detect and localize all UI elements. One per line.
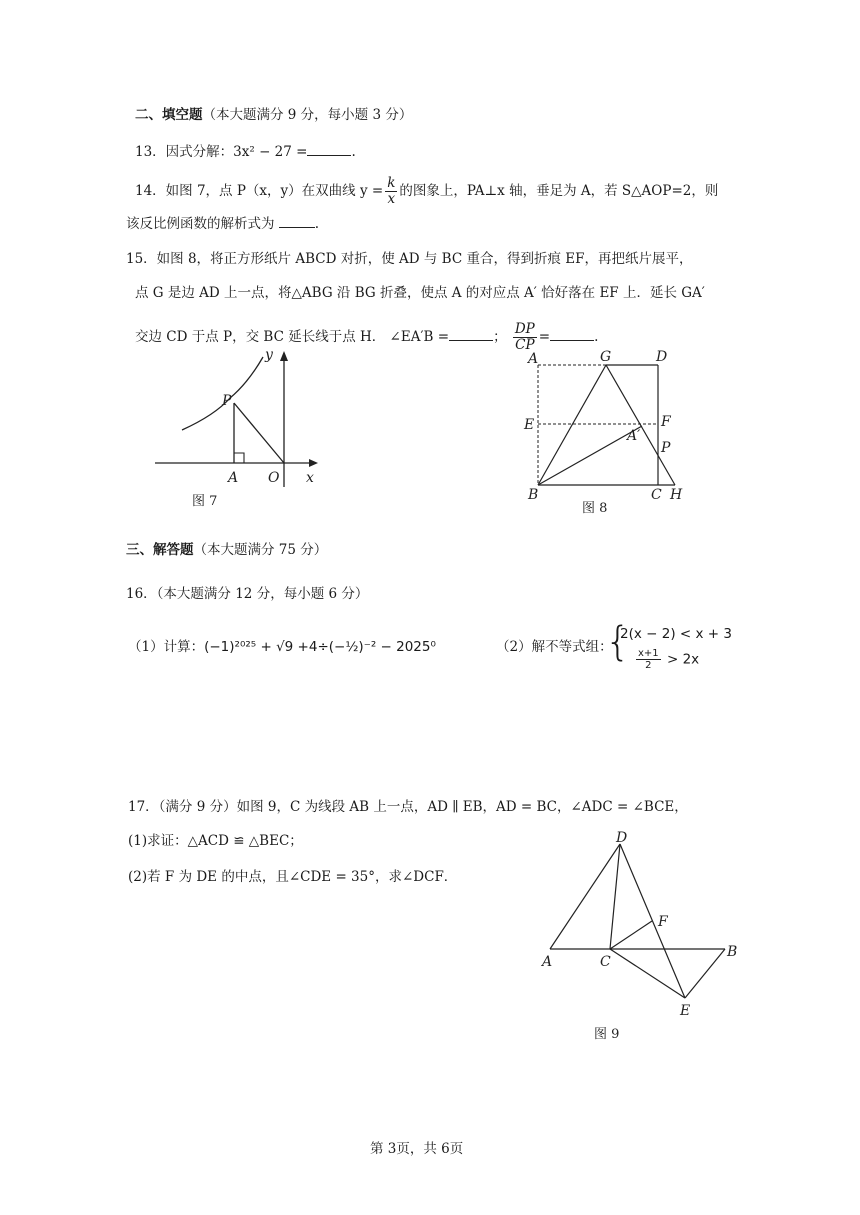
q16-p1-expr: (−1)²⁰²⁵ + √9 +4÷(−½)⁻² − 2025⁰ bbox=[204, 639, 436, 655]
q16-brace-icon: { bbox=[605, 619, 631, 665]
fig9-label-E: E bbox=[680, 1003, 691, 1019]
q14-line2: 该反比例函数的解析式为 bbox=[126, 216, 275, 232]
question-16-part2 bbox=[496, 638, 613, 656]
q15-end: . bbox=[594, 329, 599, 345]
section2-title: 二、填空题 bbox=[135, 107, 203, 123]
fig9-segment-AD bbox=[550, 844, 620, 949]
q15-line2: 点 G 是边 AD 上一点，将△ABG 沿 BG 折叠，使点 A 的对应点 A′ 恰好落在 EF 上．延长 GA′ bbox=[135, 285, 705, 301]
fig7-label-x: x bbox=[306, 470, 314, 486]
footer-page-number: 第 3页，共 6页 bbox=[370, 1141, 464, 1157]
fig8-label-A: A bbox=[528, 351, 539, 367]
fig8-caption: 图 8 bbox=[582, 501, 608, 516]
fig8-label-G: G bbox=[600, 349, 612, 365]
question-13 bbox=[135, 141, 356, 161]
fig7-label-O: O bbox=[268, 470, 280, 486]
q16-inequality-2 bbox=[634, 648, 699, 671]
q14-part1: 14．如图 7，点 P（x，y）在双曲线 y = bbox=[135, 183, 384, 199]
fig8-label-P: P bbox=[661, 440, 671, 456]
q16-ineq1: 2(x − 2) < x + 3 bbox=[620, 626, 732, 642]
q17-line1: 17．（满分 9 分）如图 9，C 为线段 AB 上一点，AD ∥ EB，AD = BC，∠ADC = ∠BCE， bbox=[128, 799, 688, 815]
q17-line2: (1)求证：△ACD ≌ △BEC； bbox=[128, 833, 303, 849]
fig8-label-D: D bbox=[656, 349, 668, 365]
question-14 bbox=[135, 176, 718, 207]
q16-p1-label: （1）计算： bbox=[128, 639, 205, 655]
q15-frac-den: CP bbox=[515, 337, 535, 353]
fig9-caption: 图 9 bbox=[594, 1027, 620, 1042]
fig9-segment-DE bbox=[620, 844, 685, 998]
fig9-label-F: F bbox=[658, 914, 668, 930]
fig9-label-A: A bbox=[542, 954, 553, 970]
q16-header: 16．（本大题满分 12 分，每小题 6 分） bbox=[126, 586, 369, 602]
fig9-segment-DC bbox=[610, 844, 620, 949]
fig7-right-angle-icon bbox=[234, 453, 244, 463]
q16-ineq2-den: 2 bbox=[645, 660, 652, 671]
fig8-label-A-prime: A′ bbox=[627, 428, 641, 444]
fig8-label-E: E bbox=[524, 417, 535, 433]
fig9-label-D: D bbox=[616, 830, 628, 846]
fig7-label-y: y bbox=[265, 347, 273, 363]
fig7-segment-PO bbox=[234, 403, 284, 463]
q14-end: . bbox=[314, 216, 320, 232]
fig8-segment-BG bbox=[538, 365, 606, 485]
q15-frac-num: DP bbox=[514, 321, 535, 337]
section3-note: （本大题满分 75 分） bbox=[193, 542, 328, 558]
question-15-line1 bbox=[126, 250, 692, 268]
q13-text: 13．因式分解：3x² − 27 = bbox=[135, 144, 308, 160]
fig7-label-P: P bbox=[222, 393, 232, 409]
q13-end: . bbox=[351, 144, 356, 160]
section2-heading bbox=[135, 106, 412, 124]
fig8-label-B: B bbox=[528, 487, 539, 503]
q15-answer-blank-2[interactable] bbox=[550, 326, 594, 341]
fig9-segment-CE bbox=[610, 949, 685, 998]
fig7-caption: 图 7 bbox=[192, 494, 218, 509]
q15-answer-blank-1[interactable] bbox=[449, 326, 493, 341]
fig8-label-H: H bbox=[670, 487, 683, 503]
q15-sep: ； bbox=[493, 329, 507, 345]
figure-7 bbox=[150, 345, 340, 520]
section3-title: 三、解答题 bbox=[126, 542, 194, 558]
fig9-segment-EB bbox=[685, 949, 725, 998]
q13-answer-blank[interactable] bbox=[307, 141, 351, 156]
q16-ineq2-rest: > 2x bbox=[666, 651, 700, 668]
q16-ineq2-num: x+1 bbox=[638, 648, 659, 659]
question-16-part1 bbox=[128, 638, 436, 656]
q15-line3: 交边 CD 于点 P，交 BC 延长线于点 H． ∠EA′B = bbox=[135, 329, 450, 345]
fig7-x-arrow-icon bbox=[309, 459, 318, 467]
section2-note: （本大题满分 9 分，每小题 3 分） bbox=[202, 107, 413, 123]
question-17-line1 bbox=[128, 798, 688, 816]
figure-9 bbox=[530, 828, 750, 1053]
section3-heading bbox=[126, 541, 327, 559]
fig9-label-C: C bbox=[600, 954, 611, 970]
q14-fraction bbox=[385, 176, 397, 207]
fig7-y-arrow-icon bbox=[280, 351, 288, 361]
q15-eq: = bbox=[538, 329, 551, 345]
fig9-segment-CF bbox=[610, 921, 652, 949]
q16-p2-label: （2）解不等式组： bbox=[496, 639, 613, 655]
question-17-line3 bbox=[128, 868, 457, 886]
q14-frac-den: x bbox=[387, 191, 396, 207]
q16-inequality-1 bbox=[620, 625, 732, 643]
figure-8 bbox=[520, 345, 700, 520]
question-17-line2 bbox=[128, 832, 303, 850]
fig9-label-B: B bbox=[727, 944, 738, 960]
q16-ineq2-fraction bbox=[636, 648, 661, 671]
q14-frac-num: k bbox=[387, 175, 396, 191]
page-footer bbox=[370, 1140, 463, 1158]
q17-line3: (2)若 F 为 DE 的中点，且∠CDE = 35°，求∠DCF． bbox=[128, 869, 458, 885]
fig7-label-A: A bbox=[228, 470, 239, 486]
fig8-label-C: C bbox=[651, 487, 662, 503]
question-15-line2 bbox=[135, 284, 705, 302]
q14-part2: 的图象上，PA⊥x 轴，垂足为 A，若 S△AOP=2，则 bbox=[399, 183, 719, 199]
q15-line1: 15．如图 8，将正方形纸片 ABCD 对折，使 AD 与 BC 重合，得到折痕 EF，再把纸片展平， bbox=[126, 251, 693, 267]
fig8-label-F: F bbox=[661, 414, 671, 430]
q14-answer-blank[interactable] bbox=[279, 213, 315, 228]
question-16-header bbox=[126, 585, 368, 603]
question-14-line2 bbox=[126, 213, 319, 233]
